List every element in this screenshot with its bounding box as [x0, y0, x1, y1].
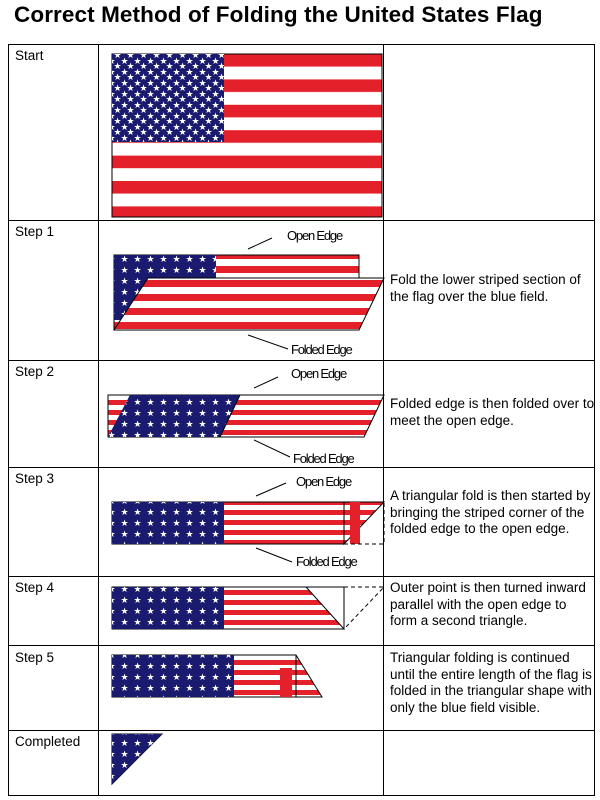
step2-illustration [108, 377, 384, 457]
step-description-4: Outer point is then turned inward parallel with the open edge to form a second triangle. [390, 580, 586, 628]
step-label-start: Start [15, 48, 44, 63]
step-description-2: Folded edge is then folded over to meet the open edge. [390, 396, 595, 428]
folded-edge-label-2: Folded Edge [293, 451, 354, 466]
page-title: Correct Method of Folding the United States Flag [14, 2, 543, 27]
open-edge-label-1: Open Edge [287, 228, 342, 243]
step-label-2: Step 2 [15, 364, 55, 379]
step-label-5: Step 5 [15, 650, 55, 665]
completed-triangle-illustration [112, 734, 162, 784]
step5-illustration [112, 655, 322, 697]
step-label-completed: Completed [15, 734, 81, 749]
full-flag-illustration [112, 54, 382, 217]
step-label-1: Step 1 [15, 224, 55, 239]
step-label-3: Step 3 [15, 471, 55, 486]
open-edge-label-3: Open Edge [296, 474, 351, 489]
step3-illustration [112, 483, 384, 562]
open-edge-label-2: Open Edge [291, 366, 346, 381]
step1-illustration [114, 238, 384, 349]
step-label-4: Step 4 [15, 580, 55, 595]
folded-edge-label-3: Folded Edge [296, 554, 357, 569]
step4-illustration [112, 587, 384, 629]
folded-edge-label-1: Folded Edge [291, 342, 352, 357]
step-description-5: Triangular folding is continued until the entire length of the flag is folded in the triangular shape with only the blue field visible. [390, 650, 592, 715]
step-description-1: Fold the lower striped section of the flag over the blue field. [390, 272, 581, 304]
step-description-3: A triangular fold is then started by bringing the striped corner of the folded edge to the open edge. [390, 488, 591, 536]
